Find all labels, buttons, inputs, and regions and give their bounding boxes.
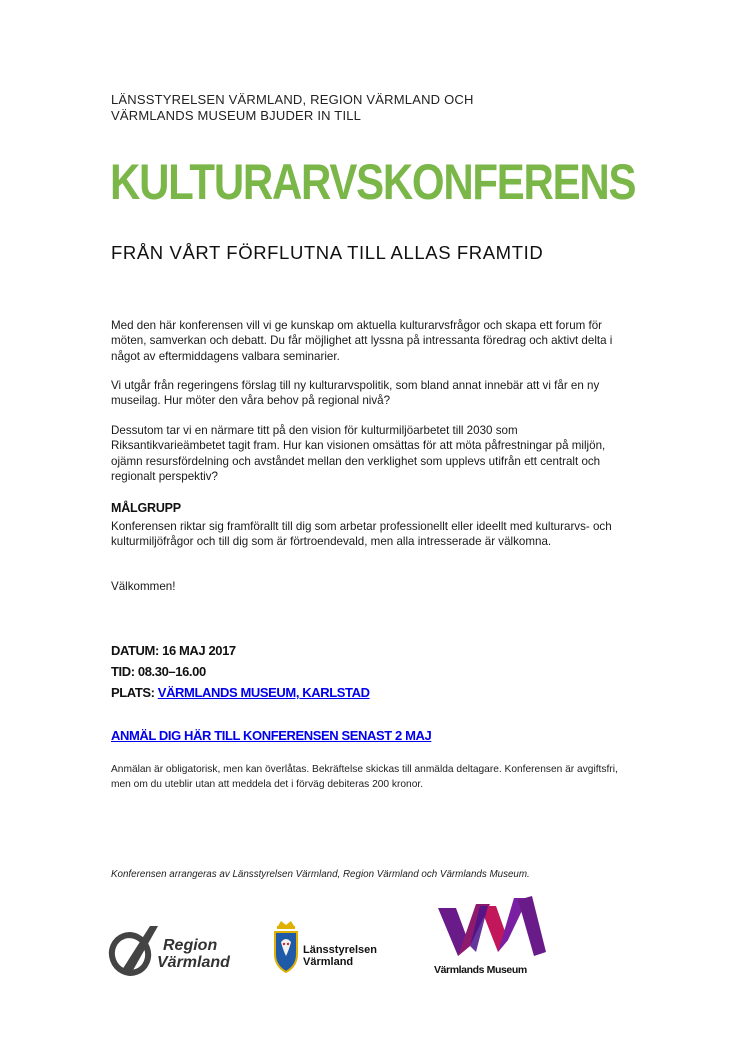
page-title: KULTURARVSKONFERENS xyxy=(110,154,636,210)
region-logo-line-1: Region xyxy=(163,937,218,954)
museum-vm-mark-icon xyxy=(436,894,548,960)
event-place-link[interactable]: VÄRMLANDS MUSEUM, KARLSTAD xyxy=(157,685,370,700)
region-varmland-logo xyxy=(108,920,248,980)
signup-note: Anmälan är obligatorisk, men kan överlåtas. Bekräftelse skickas till anmälda deltagare. Konferensen är avgiftsfri, men om du uteblir utan att meddela det i förväg debiteras 200 kronor. xyxy=(111,764,618,790)
paragraph-3: Dessutom tar vi en närmare titt på den vision för kulturmiljöarbetet till 2030 som Riksantikvarieämbetet tagit fram. Hur kan visionen omsättas för att möta påfrestningar på miljön, ojämn resursfördelning och avståndet mellan den verklighet som upplevs utifrån ett centralt och regionalt perspektiv? xyxy=(111,424,606,483)
signup-link[interactable]: ANMÄL DIG HÄR TILL KONFERENSEN SENAST 2 MAJ xyxy=(111,728,432,743)
region-logo-line-2: Värmland xyxy=(157,954,230,971)
signup xyxy=(111,725,431,746)
coat-of-arms-icon xyxy=(272,920,300,976)
lansstyrelsen-logo-line-1: Länsstyrelsen xyxy=(303,944,377,956)
footer-note: Konferensen arrangeras av Länsstyrelsen Värmland, Region Värmland och Värmlands Museum. xyxy=(111,869,530,880)
intro xyxy=(111,92,474,124)
event-place xyxy=(111,682,370,703)
welcome-text: Välkommen! xyxy=(111,580,176,593)
varmlands-museum-logo xyxy=(434,894,554,978)
intro-line-2: VÄRMLANDS MUSEUM BJUDER IN TILL xyxy=(111,108,362,123)
lansstyrelsen-logo-line-2: Värmland xyxy=(303,956,354,968)
page-subtitle: FRÅN VÅRT FÖRFLUTNA TILL ALLAS FRAMTID xyxy=(111,242,544,263)
museum-logo-name: Värmlands Museum xyxy=(434,964,527,976)
paragraph-1: Med den här konferensen vill vi ge kunskap om aktuella kulturarvsfrågor och skapa ett forum för möten, samverkan och debatt. Du får möjlighet att lyssna på intressanta föredrag och aktivt delta i något av eftermiddagens valbara seminarier. xyxy=(111,319,613,363)
event-date: DATUM: 16 MAJ 2017 xyxy=(111,643,236,658)
paragraph-2: Vi utgår från regeringens förslag till ny kulturarvspolitik, som bland annat innebär att vi får en ny museilag. Hur möter den våra behov på regional nivå? xyxy=(111,379,600,408)
event-details xyxy=(111,640,370,703)
target-group-text: Konferensen riktar sig framförallt till dig som arbetar professionellt eller ideellt med kulturarvs- och kulturmiljöfrågor och till dig som är förtroendevald, men alla intresserade är välkomna. xyxy=(111,520,612,549)
lansstyrelsen-logo xyxy=(272,920,392,978)
target-group-heading: MÅLGRUPP xyxy=(111,501,181,515)
event-place-label: PLATS: xyxy=(111,685,158,700)
intro-line-1: LÄNSSTYRELSEN VÄRMLAND, REGION VÄRMLAND OCH xyxy=(111,92,474,107)
event-time: TID: 08.30–16.00 xyxy=(111,664,206,679)
